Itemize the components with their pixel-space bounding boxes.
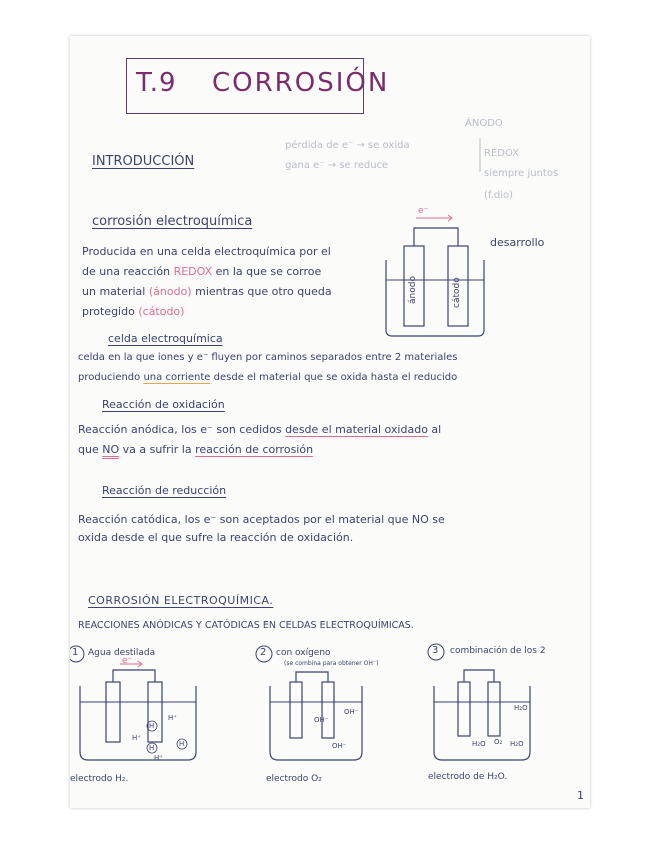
corrosion-line-3: un material (ánodo) mientras que otro queda [82,285,332,298]
case-3-h2o-2: H₂O [472,740,486,748]
case-3-number: 3 [432,645,439,656]
case-1-h-1: H [149,722,155,730]
anodo-word: (ánodo) [148,285,192,298]
reduccion-line-2: oxida desde el que sufre la reacción de oxidación. [78,531,354,544]
case-1-hplus-1: H⁺ [168,714,177,722]
section2-subheading: REACCIONES ANÓDICAS Y CATÓDICAS EN CELDAS ELECTROQUÍMICAS. [78,620,414,631]
faint-line-1: pérdida de e⁻ → se oxida [285,140,410,151]
case-1-title: Agua destilada [88,648,156,658]
case-1-hplus-2: H⁺ [132,734,141,742]
oxidacion-line-1: Reacción anódica, los e⁻ son cedidos desde el material oxidado al [78,423,442,436]
case-3-title: combinación de los 2 [450,646,546,656]
case-1-number: 1 [72,647,79,658]
notebook-page [70,36,590,808]
title-number: T.9 [136,68,177,98]
cell-diagram [382,210,492,340]
corrosion-heading: corrosión electroquímica [92,214,253,229]
case-2-diagram [266,656,376,766]
corrosion-line-1: Producida en una celda electroquímica por el [82,245,331,258]
case-2-caption: electrodo O₂ [266,774,322,784]
case-2-oh-3: OH⁻ [332,742,347,750]
oxidacion-line-2: que NO va a sufrir la reacción de corrosión [78,443,314,456]
section2-heading: CORROSIÓN ELECTROQUÍMICA. [88,594,274,607]
faint-siempre: siempre juntos [484,168,559,179]
page-number: 1 [577,789,584,802]
intro-heading: INTRODUCCIÓN [92,154,195,169]
catodo-word: (cátodo) [138,305,185,318]
case-1-caption: electrodo H₂. [70,774,129,784]
case-2-oh-1: OH⁻ [314,716,329,724]
case-3-h2o-1: H₂O [514,704,528,712]
reduccion-line-1: Reacción catódica, los e⁻ son aceptados por el material que NO se [78,513,445,526]
case-3-o2: O₂ [494,738,503,746]
celda-line-2: produciendo una corriente desde el material que se oxida hasta el reducido [78,372,458,383]
oxidacion-heading: Reacción de oxidación [102,398,225,411]
title-text: CORROSIÓN [212,68,390,98]
case-1-diagram [76,656,206,766]
case-1-h-2: H [149,744,155,752]
case-1-h-3: H [179,740,185,748]
redox-word: REDOX [173,265,213,278]
faint-brace [478,136,498,176]
faint-anodo: ÁNODO [465,118,503,129]
corrosion-line-2: de una reacción REDOX en la que se corroe [82,265,322,278]
case-3-caption: electrodo de H₂O. [428,772,508,782]
corrosion-line-4: protegido (cátodo) [82,305,185,318]
cell-anode-label: ánodo [408,276,418,304]
case-3-h2o-3: H₂O [510,740,524,748]
faint-line-2: gana e⁻ → se reduce [285,160,389,171]
case-2-number: 2 [260,647,267,658]
reduccion-heading: Reacción de reducción [102,484,227,497]
corriente-word: una corriente [143,372,211,383]
celda-line-1: celda en la que iones y e⁻ fluyen por caminos separados entre 2 materiales [78,352,458,363]
cell-electron-label: e⁻ [418,206,429,216]
cell-side-note: desarrollo [490,236,545,249]
case-2-note: (se combina para obtener OH⁻) [284,660,379,667]
faint-extra: (f.dio) [484,190,514,201]
case-2-title: con oxígeno [276,648,331,658]
case-2-oh-2: OH⁻ [344,708,359,716]
case-1-hplus-3: H⁺ [154,754,163,762]
cell-cathode-label: cátodo [452,277,462,308]
celda-heading: celda electroquímica [108,332,223,345]
faint-redox: REDOX [484,148,520,159]
case-1-electron: e⁻ [122,656,133,666]
